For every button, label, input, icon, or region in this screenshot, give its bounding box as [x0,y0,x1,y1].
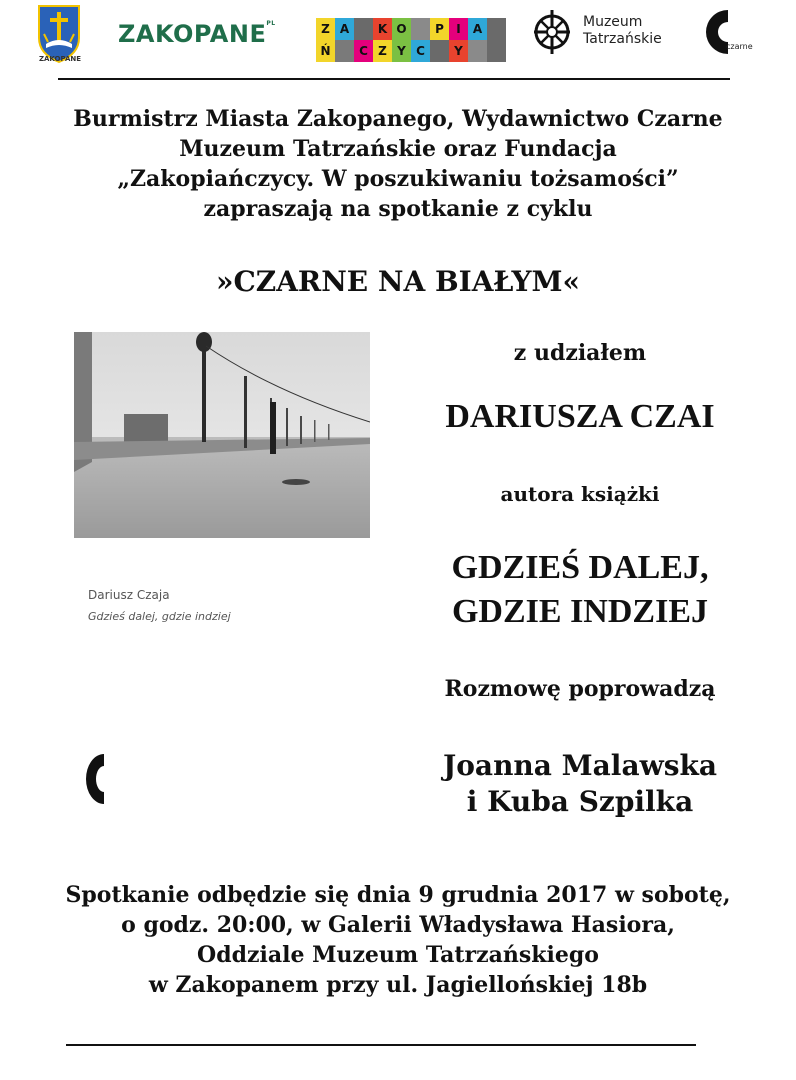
logo-letter-tile: Y [449,40,468,62]
logo-portrait-tile [487,18,506,40]
bottom-divider [66,1044,696,1046]
intro-line: „Zakopiańczycy. W poszukiwaniu tożsamości” [117,166,679,192]
logo-letter-tile: A [335,18,354,40]
details-line: o godz. 20:00, w Galerii Władysława Hasiora, [121,912,675,938]
moderators-label: Rozmowę poprowadzą [444,676,716,702]
author-of-label: autora książki [500,482,660,506]
logo-letter-tile: C [411,40,430,62]
tile-row [316,40,506,62]
participation-label: z udziałem [513,340,647,366]
book-title [400,546,760,634]
intro-text [20,104,776,224]
logo-portrait-tile [430,40,449,62]
logo-letter-tile: C [354,40,373,62]
moderator-name: Joanna Malawska [443,749,717,782]
details-line: Oddziale Muzeum Tatrzańskiego [197,942,599,968]
logo-portrait-tile [354,18,373,40]
logo-letter-tile: O [392,18,411,40]
museum-logo-line2: Tatrzańskie [583,31,662,47]
logo-letter-tile: A [468,18,487,40]
zakopane-logo-text: ZAKOPANE [118,20,267,48]
logo-letter-tile: K [373,18,392,40]
logo-portrait-tile [468,40,487,62]
intro-line: zapraszają na spotkanie z cyklu [203,196,593,222]
book-cover [72,330,382,830]
museum-logo-text [583,14,662,48]
logo-letter-tile: Ń [316,40,335,62]
logo-portrait-tile [411,18,430,40]
intro-line: Muzeum Tatrzańskie oraz Fundacja [179,136,617,162]
details-line: Spotkanie odbędzie się dnia 9 grudnia 2017 w sobotę, [65,882,731,908]
logo-letter-tile: Z [316,18,335,40]
logo-letter-tile: Y [392,40,411,62]
logo-strip [0,0,796,70]
logo-letter-tile: Z [373,40,392,62]
logo-letter-tile: P [430,18,449,40]
museum-logo-line1: Muzeum [583,14,643,30]
event-details [20,880,776,1000]
moderators [400,748,760,820]
cover-publisher-mark-icon [86,754,104,804]
book-title-line: GDZIE INDZIEJ [451,593,708,630]
tile-row [316,18,506,40]
zakopane-logo [118,20,276,48]
zakopianczycy-logo [316,18,506,62]
details-line: w Zakopanem przy ul. Jagiellońskiej 18b [148,972,648,998]
cover-author: Dariusz Czaja [88,588,170,602]
book-title-line: GDZIEŚ DALEJ, [451,549,709,586]
author-name: DARIUSZA CZAI [445,398,715,435]
cover-title: Gdzieś dalej, gdzie indziej [88,610,231,623]
zakopane-logo-mark: PL [266,20,276,27]
top-divider [58,78,730,80]
czarne-logo-text: czarne [726,42,753,51]
logo-portrait-tile [487,40,506,62]
coat-of-arms-caption: ZAKOPANE [38,55,82,63]
museum-emblem-icon [530,8,574,56]
cycle-title: »CZARNE NA BIAŁYM« [215,265,581,298]
moderator-name: i Kuba Szpilka [466,785,694,818]
logo-letter-tile: I [449,18,468,40]
intro-line: Burmistrz Miasta Zakopanego, Wydawnictwo Czarne [73,106,723,132]
cover-photo-promenade [74,332,370,538]
logo-portrait-tile [335,40,354,62]
